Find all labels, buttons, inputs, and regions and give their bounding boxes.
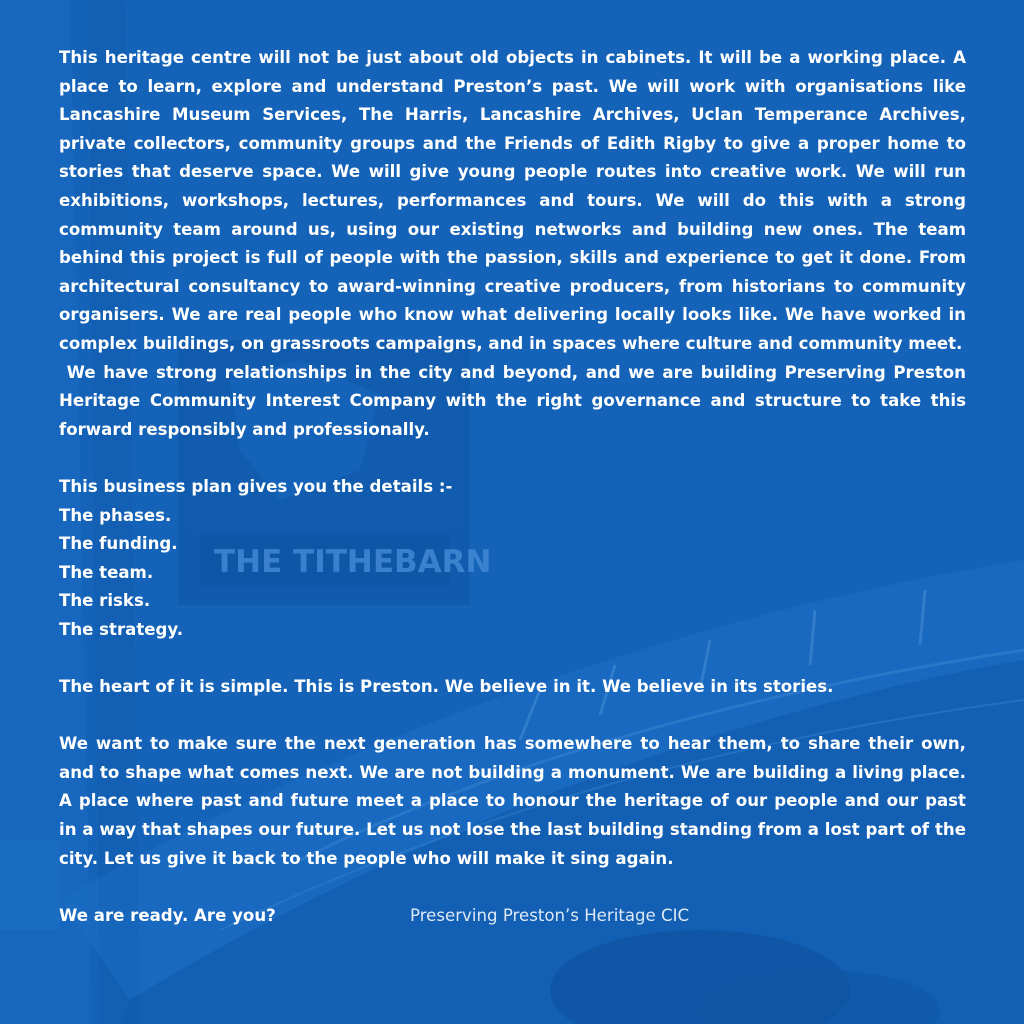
intro-paragraph: This heritage centre will not be just about old objects in cabinets. It will be a working place. A place to learn, explore and understand Preston’s past. We will work with organisations like Lancashire Museum Services, The Harris, Lancashire Archives, Uclan Temperance Archives, private collectors, community groups and the Friends of Edith Rigby to give a proper home to stories that deserve space. We will give young people routes into creative work. We will run exhibitions, workshops, lectures, performances and tours. We will do this with a strong community team around us, using our existing networks and building new ones. The team behind this project is full of people with the passion, skills and experience to get it done. From architectural consultancy to award-winning creative producers, from historians to community organisers. We are real people who know what delivering locally looks like. We have worked in complex buildings, on grassroots campaigns, and in spaces where culture and community meet. — [59, 48, 966, 353]
letter-body — [59, 44, 972, 930]
spacer — [59, 702, 966, 731]
plan-item-risks: The risks. — [59, 591, 151, 611]
spacer — [59, 444, 966, 473]
sign-text: THE TITHEBARN — [214, 544, 492, 580]
closing-paragraph: We want to make sure the next generation has somewhere to hear them, to share their own, and to shape what comes next. We are not building a monument. We are building a living place. A place where past and future meet a place to honour the heritage of our people and our past in a way that shapes our future. Let us not lose the last building standing from a lost part of the city. Let us give it back to the people who will make it sing again. — [59, 734, 966, 868]
call-to-action: We are ready. Are you? — [59, 905, 276, 925]
plan-item-funding: The funding. — [59, 534, 178, 554]
footer — [59, 902, 966, 931]
spacer — [59, 644, 966, 673]
plan-intro: This business plan gives you the details :- — [59, 476, 453, 496]
plan-item-phases: The phases. — [59, 505, 172, 525]
plan-item-strategy: The strategy. — [59, 619, 184, 639]
organisation-name: Preserving Preston’s Heritage CIC — [410, 905, 690, 925]
plan-item-team: The team. — [59, 562, 154, 582]
spacer — [59, 873, 966, 902]
heart-statement: The heart of it is simple. This is Preston. We believe in it. We believe in its stories. — [59, 677, 834, 697]
relationships-paragraph: We have strong relationships in the city and beyond, and we are building Preserving Preston Heritage Community Interest Company with the right governance and structure to take this forward responsibly and professionally. — [59, 362, 972, 439]
